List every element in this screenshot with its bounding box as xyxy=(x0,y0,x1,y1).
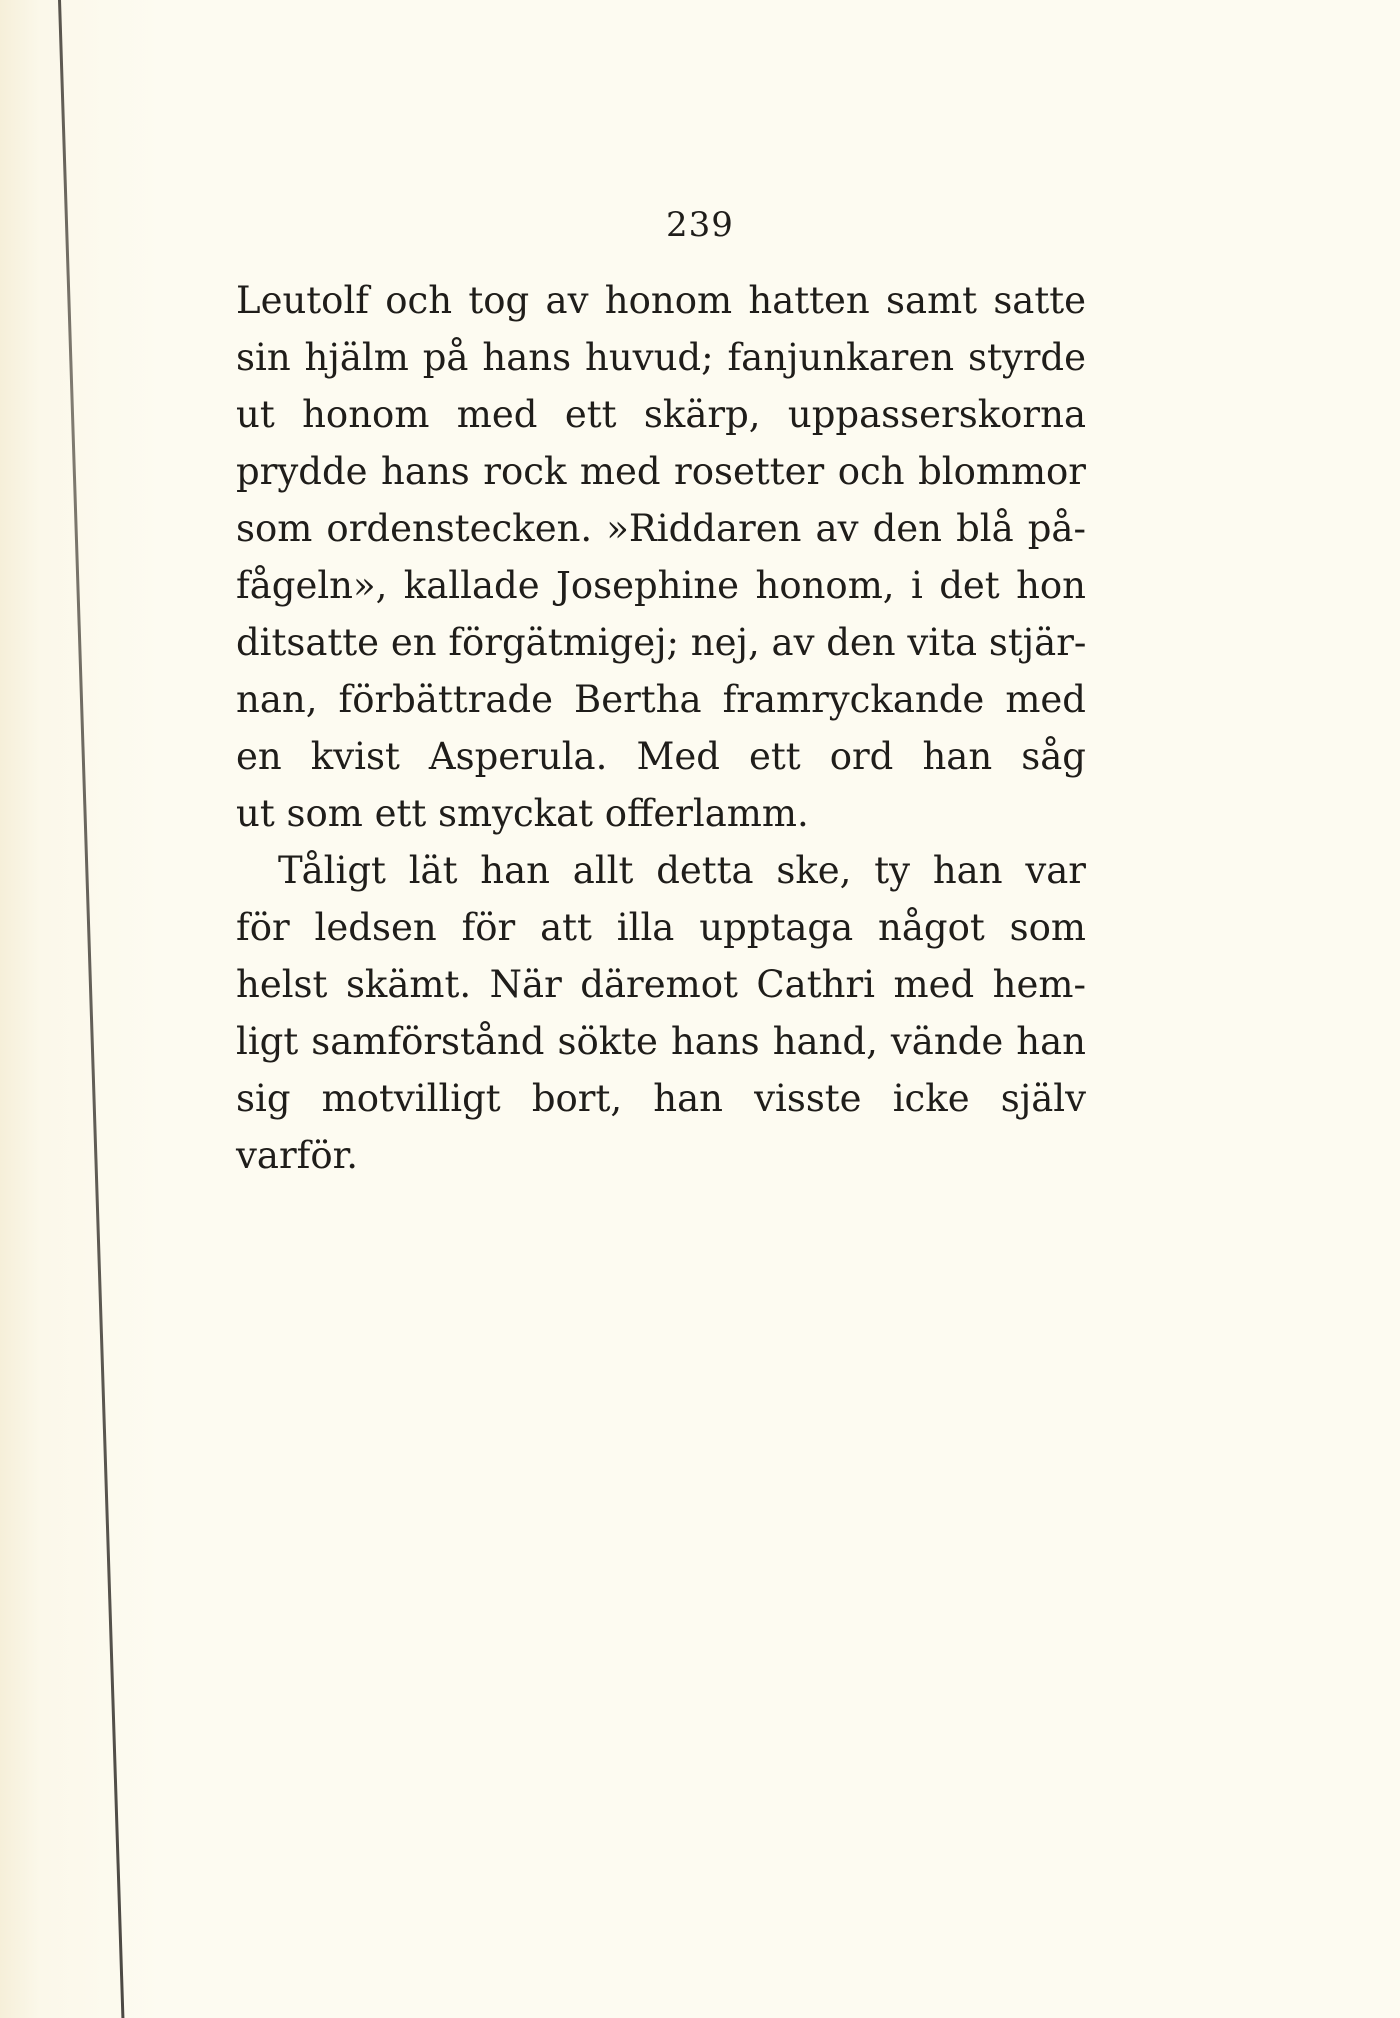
text-line: sin hjälm på hans huvud; fanjunkaren styrde xyxy=(236,336,1086,379)
paragraph-1 xyxy=(236,272,1086,842)
text-line: som ordenstecken. »Riddaren av den blå på- xyxy=(236,507,1086,550)
text-line: Leutolf och tog av honom hatten samt satte xyxy=(236,279,1086,322)
text-line: en kvist Asperula. Med ett ord han såg xyxy=(236,735,1086,778)
text-line: prydde hans rock med rosetter och blommor xyxy=(236,450,1086,493)
text-line: ligt samförstånd sökte hans hand, vände han xyxy=(236,1020,1086,1063)
text-line: ut honom med ett skärp, uppasserskorna xyxy=(236,393,1086,436)
text-line: ditsatte en förgätmigej; nej, av den vita stjär- xyxy=(236,621,1087,664)
text-line: fågeln», kallade Josephine honom, i det hon xyxy=(236,564,1086,607)
text-line: varför. xyxy=(236,1134,359,1177)
text-line: Tåligt lät han allt detta ske, ty han var xyxy=(278,849,1086,892)
text-line: för ledsen för att illa upptaga något som xyxy=(236,906,1086,949)
paragraph-2 xyxy=(236,842,1086,1184)
text-line: helst skämt. När däremot Cathri med hem- xyxy=(236,963,1086,1006)
text-line: nan, förbättrade Bertha framryckande med xyxy=(236,678,1086,721)
page-number: 239 xyxy=(666,205,734,245)
binding-edge xyxy=(58,0,124,2018)
text-line: sig motvilligt bort, han visste icke själv xyxy=(236,1077,1086,1120)
body-text xyxy=(236,272,1086,1184)
text-line: ut som ett smyckat offerlamm. xyxy=(236,792,809,835)
